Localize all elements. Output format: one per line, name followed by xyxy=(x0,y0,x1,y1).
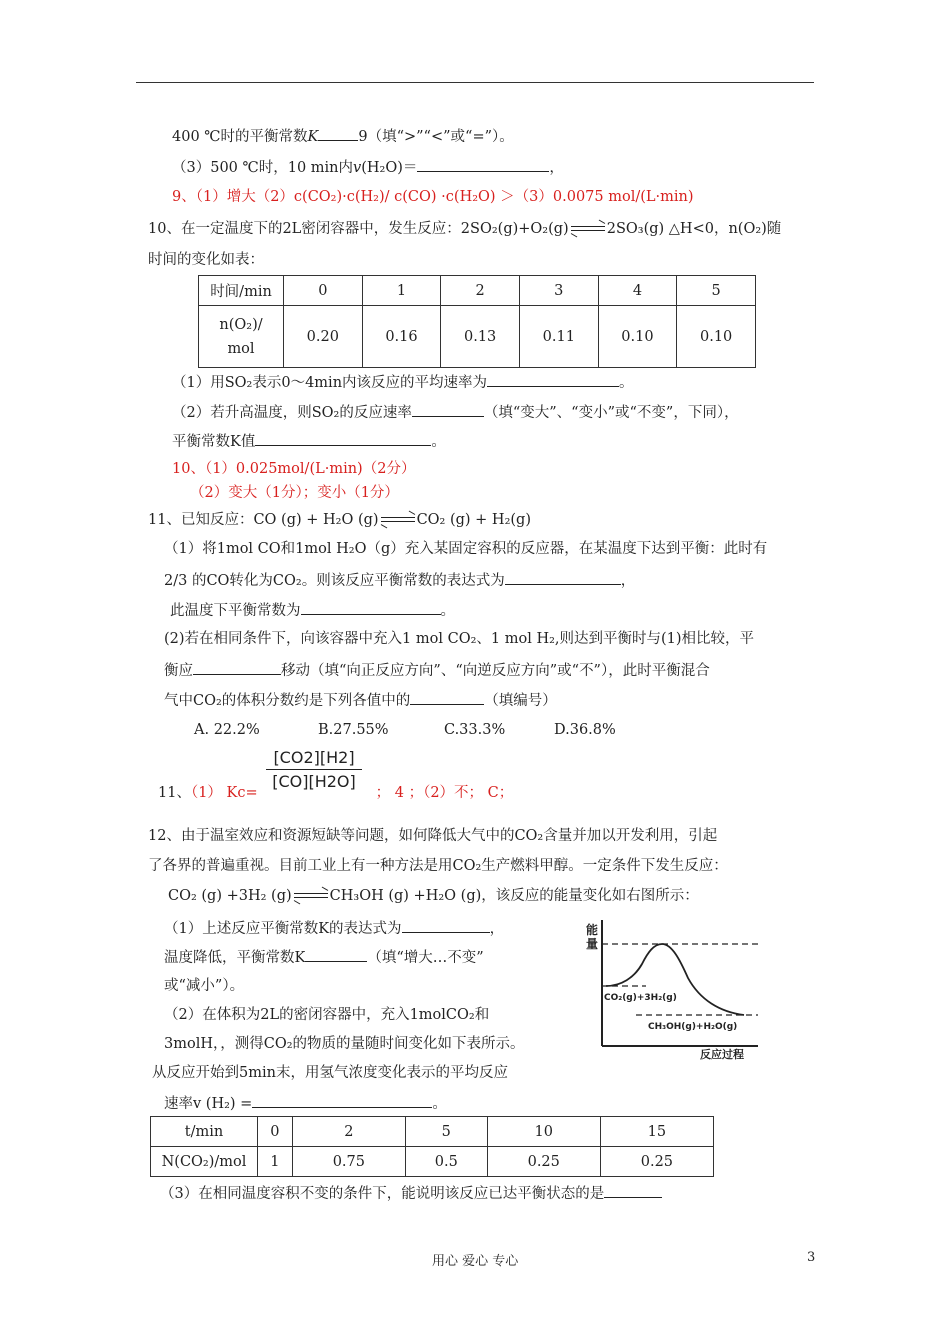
q9-answer: 9、（1）增大（2）c(CO₂)·c(H₂)/ c(CO) ·c(H₂O) ＞（3）0.0075 mol/(L·min) xyxy=(172,189,694,205)
q9-line1: 400 ℃时的平衡常数K 9（填“>”“<”或“=”）。 xyxy=(172,126,514,147)
q12-s6: 从反应开始到5min末，用氢气浓度变化表示的平均反应 xyxy=(152,1065,508,1081)
table-row: 时间/min 0 1 2 3 4 5 xyxy=(199,276,756,306)
q10-answer1: 10、（1）0.025mol/(L·min)（2分） xyxy=(172,461,416,477)
q10-blank-k[interactable] xyxy=(255,431,431,446)
kc-fraction: $\frac{[CO2][H2]}{[CO][H2O]}$ xyxy=(266,748,362,791)
q12-blank-k-expression[interactable] xyxy=(402,918,490,933)
reactant-label: CO₂(g)+3H₂(g) xyxy=(604,993,677,1003)
q12-blank-k-change[interactable] xyxy=(305,947,367,962)
q11-blank-direction[interactable] xyxy=(193,660,281,675)
q10-stem-line1: 10、在一定温度下的2L密闭容器中，发生反应：2SO₂(g)+O₂(g) 2SO₃(g) △H<0，n(O₂)随 xyxy=(148,221,782,237)
table-row: n(O₂)/ mol 0.20 0.16 0.13 0.11 0.10 0.10 xyxy=(199,306,756,368)
energy-diagram xyxy=(576,912,766,1062)
product-label: CH₃OH(g)+H₂O(g) xyxy=(648,1022,738,1032)
q9-line2: （3）500 ℃时，10 min内v(H₂O)＝ ， xyxy=(172,157,564,178)
q12-s8: （3）在相同温度容积不变的条件下，能说明该反应已达平衡状态的是 xyxy=(160,1183,662,1204)
q11-blank-k[interactable] xyxy=(301,600,441,615)
q11-stem: 11、已知反应：CO (g) + H₂O (g) CO₂ (g) + H₂(g) xyxy=(148,512,531,528)
table-row: t/min 0 2 5 10 15 xyxy=(151,1117,714,1147)
reversible-arrow-icon xyxy=(571,224,605,234)
header-rule xyxy=(136,82,814,83)
q11-answer: 11、（1） Kc= ； 4 ；（2）不； C； xyxy=(158,785,514,801)
q10-sub1: （1）用SO₂表示0～4min内该反应的平均速率为 。 xyxy=(172,372,634,393)
q11-s4: (2)若在相同条件下，向该容器中充入1 mol CO₂、1 mol H₂,则达到平衡时与(1)相比较，平 xyxy=(164,631,755,647)
q11-option-a: A. 22.2% xyxy=(194,722,260,738)
page-number: 3 xyxy=(807,1250,816,1265)
q11-option-b: B.27.55% xyxy=(318,722,389,738)
q9-blank-k[interactable] xyxy=(318,126,358,141)
q11-option-c: C.33.3% xyxy=(444,722,506,738)
q10-blank-rate-change[interactable] xyxy=(412,402,484,417)
q12-table xyxy=(150,1116,714,1177)
q12-s3: 或“减小”）。 xyxy=(164,978,245,994)
q12-s7: 速率v (H₂) = 。 xyxy=(164,1093,447,1114)
reversible-arrow-icon xyxy=(381,515,415,525)
q12-p1: 12、由于温室效应和资源短缺等问题，如何降低大气中的CO₂含量并加以开发利用，引起 xyxy=(148,828,718,844)
q12-blank-rate[interactable] xyxy=(252,1093,432,1108)
q10-stem-line2: 时间的变化如表： xyxy=(148,252,264,268)
y-axis-label-1: 能 xyxy=(586,923,599,937)
table-row: N(CO₂)/mol 1 0.75 0.5 0.25 0.25 xyxy=(151,1147,714,1177)
q11-s2: 2/3 的CO转化为CO₂。则该反应平衡常数的表达式为 ， xyxy=(164,570,635,591)
reversible-arrow-icon xyxy=(294,891,328,901)
q11-s3: 此温度下平衡常数为 。 xyxy=(170,600,455,621)
q12-blank-equilibrium[interactable] xyxy=(604,1183,662,1198)
q11-blank-expression[interactable] xyxy=(505,570,621,585)
q10-blank-rate[interactable] xyxy=(487,372,619,387)
q12-s5: 3molH，，测得CO₂的物质的量随时间变化如下表所示。 xyxy=(164,1036,525,1052)
q9-blank-rate[interactable] xyxy=(417,157,549,172)
q12-s1: （1）上述反应平衡常数K的表达式为 ， xyxy=(164,918,504,939)
q11-option-d: D.36.8% xyxy=(554,722,616,738)
q12-s4: （2）在体积为2L的密闭容器中，充入1molCO₂和 xyxy=(164,1007,490,1023)
q12-p3: CO₂ (g) +3H₂ (g) CH₃OH (g) +H₂O (g)，该反应的能量变化如右图所示： xyxy=(168,888,699,904)
q11-s5: 衡应 移动（填“向正反应方向”、“向逆反应方向”或“不”），此时平衡混合 xyxy=(164,660,710,681)
q10-sub2: （2）若升高温度，则SO₂的反应速率 （填“变大”、“变小”或“不变”，下同）， xyxy=(172,402,739,423)
q12-p2: 了各界的普遍重视。目前工业上有一种方法是用CO₂生产燃料甲醇。一定条件下发生反应： xyxy=(148,858,728,874)
x-axis-label: 反应过程 xyxy=(700,1048,744,1061)
q10-sub2-cont: 平衡常数K值 。 xyxy=(172,431,446,452)
q10-table xyxy=(198,275,756,368)
q11-s1: （1）将1mol CO和1mol H₂O（g）充入某固定容积的反应器，在某温度下达到平衡：此时有 xyxy=(164,541,768,557)
q11-blank-choice[interactable] xyxy=(410,690,484,705)
energy-curve xyxy=(606,944,744,1015)
y-axis-label-2: 量 xyxy=(586,937,599,951)
q10-answer2: （2）变大（1分）；变小（1分） xyxy=(190,485,399,501)
q11-s6: 气中CO₂的体积分数约是下列各值中的 （填编号） xyxy=(164,690,557,711)
q12-s2: 温度降低，平衡常数K （填“增大…不变” xyxy=(164,947,484,968)
footer-text: 用心 爱心 专心 xyxy=(432,1254,519,1269)
